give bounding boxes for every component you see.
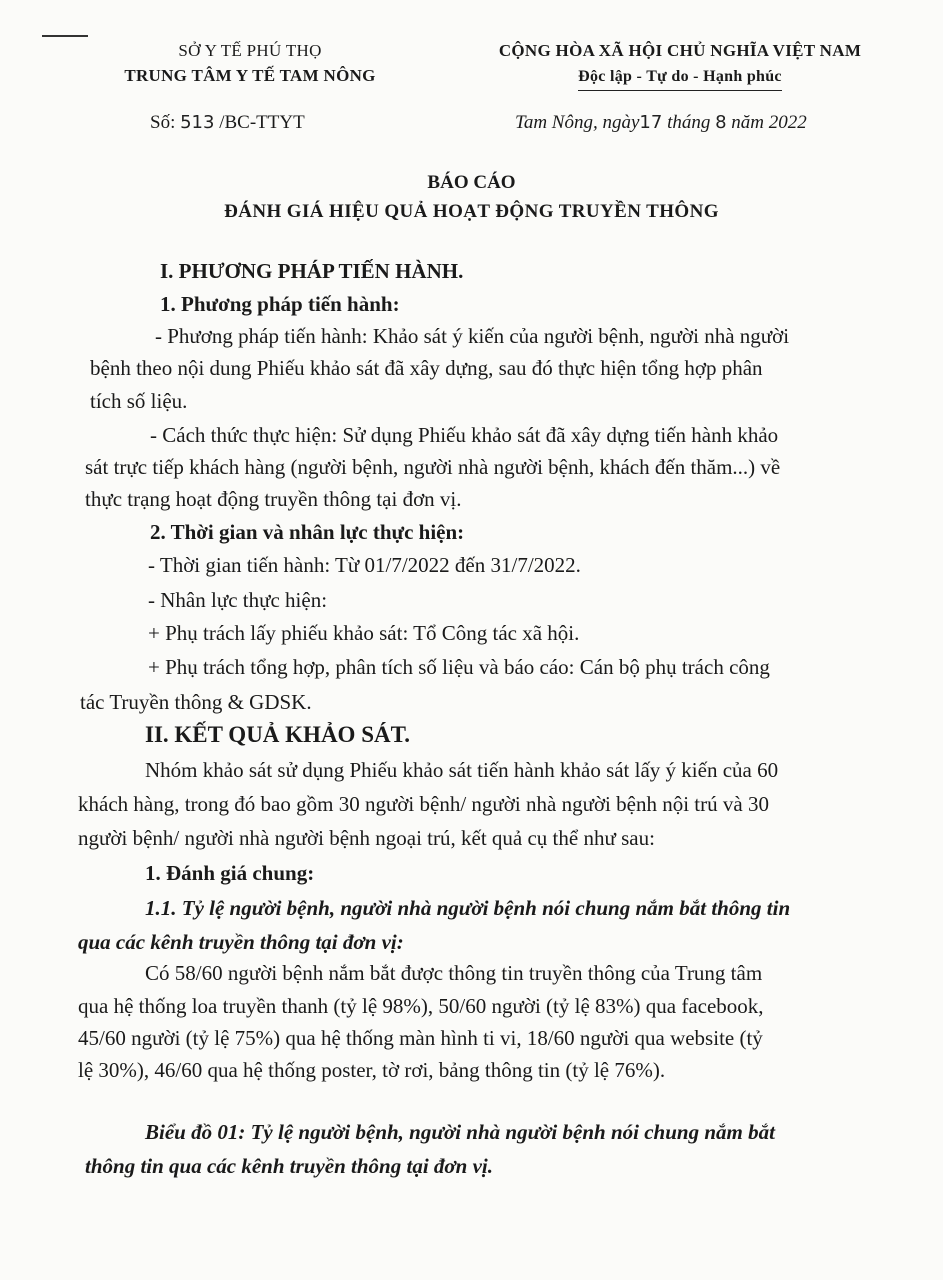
agency-block	[70, 38, 430, 88]
section-1-heading: I. PHƯƠNG PHÁP TIẾN HÀNH.	[160, 259, 464, 283]
section-2-1-heading: 1. Đánh giá chung:	[145, 861, 315, 885]
paragraph-line: tác Truyền thông & GDSK.	[80, 690, 312, 714]
paragraph-line: Có 58/60 người bệnh nắm bắt được thông tin truyền thông của Trung tâm	[145, 961, 763, 985]
doc-no-handwritten: 513	[180, 112, 215, 133]
section-2-1-1-heading: 1.1. Tỷ lệ người bệnh, người nhà người bệnh nói chung nắm bắt thông tin	[145, 896, 791, 920]
paragraph-line: + Phụ trách lấy phiếu khảo sát: Tổ Công tác xã hội.	[148, 621, 580, 645]
paragraph-line: bệnh theo nội dung Phiếu khảo sát đã xây dựng, sau đó thực hiện tổng hợp phân	[90, 356, 763, 380]
date-part3: năm 2022	[726, 112, 807, 133]
paragraph-line: lệ 30%), 46/60 qua hệ thống poster, tờ rơi, bảng thông tin (tỷ lệ 76%).	[78, 1058, 666, 1082]
paragraph-line: người bệnh/ người nhà người bệnh ngoại trú, kết quả cụ thể như sau:	[78, 826, 655, 850]
report-subtitle: ĐÁNH GIÁ HIỆU QUẢ HOẠT ĐỘNG TRUYỀN THÔNG	[224, 201, 719, 222]
nation-block	[440, 38, 920, 91]
paragraph-line: qua hệ thống loa truyền thanh (tỷ lệ 98%), 50/60 người (tỷ lệ 83%) qua facebook,	[78, 994, 764, 1018]
paragraph-line: - Phương pháp tiến hành: Khảo sát ý kiến của người bệnh, người nhà người	[155, 324, 790, 348]
figure-caption-cont: thông tin qua các kênh truyền thông tại đơn vị.	[85, 1154, 494, 1178]
section-2-heading: II. KẾT QUẢ KHẢO SÁT.	[145, 722, 410, 747]
doc-no-prefix: Số:	[150, 112, 181, 133]
paragraph-line: khách hàng, trong đó bao gồm 30 người bệnh/ người nhà người bệnh nội trú và 30	[78, 792, 769, 816]
document-date	[515, 112, 807, 134]
date-day-handwritten: 17	[639, 112, 663, 133]
agency-line2: TRUNG TÂM Y TẾ TAM NÔNG	[124, 66, 376, 85]
paragraph-line: - Thời gian tiến hành: Từ 01/7/2022 đến 31/7/2022.	[148, 553, 581, 577]
paragraph-line: 45/60 người (tỷ lệ 75%) qua hệ thống màn hình ti vi, 18/60 người qua website (tỷ	[78, 1026, 763, 1050]
paragraph-line: - Cách thức thực hiện: Sử dụng Phiếu khảo sát đã xây dựng tiến hành khảo	[150, 423, 779, 447]
section-1-1-heading: 1. Phương pháp tiến hành:	[160, 292, 400, 316]
document-number	[150, 112, 305, 134]
paragraph-line: sát trực tiếp khách hàng (người bệnh, người nhà người bệnh, khách đến thăm...) về	[85, 455, 781, 479]
agency-line1: SỞ Y TẾ PHÚ THỌ	[178, 41, 322, 60]
paragraph-line: thực trạng hoạt động truyền thông tại đơn vị.	[85, 487, 462, 511]
paragraph-line: Nhóm khảo sát sử dụng Phiếu khảo sát tiến hành khảo sát lấy ý kiến của 60	[145, 758, 779, 782]
nation-title: CỘNG HÒA XÃ HỘI CHỦ NGHĨA VIỆT NAM	[498, 41, 862, 60]
doc-no-suffix: /BC-TTYT	[214, 112, 305, 133]
paragraph-line: tích số liệu.	[90, 389, 188, 413]
motto: Độc lập - Tự do - Hạnh phúc	[578, 64, 782, 91]
date-month-handwritten: 8	[715, 112, 727, 133]
paragraph-line: - Nhân lực thực hiện:	[148, 588, 328, 612]
report-title: BÁO CÁO	[427, 172, 516, 193]
paragraph-line: + Phụ trách tổng hợp, phân tích số liệu và báo cáo: Cán bộ phụ trách công	[148, 655, 770, 679]
section-2-1-1-heading-cont: qua các kênh truyền thông tại đơn vị:	[78, 930, 404, 954]
date-part2: tháng	[662, 112, 716, 133]
date-part1: Tam Nông, ngày	[515, 112, 640, 133]
figure-caption: Biểu đồ 01: Tỷ lệ người bệnh, người nhà người bệnh nói chung nắm bắt	[145, 1120, 775, 1144]
section-1-2-heading: 2. Thời gian và nhân lực thực hiện:	[150, 520, 465, 544]
scan-mark	[42, 35, 88, 37]
